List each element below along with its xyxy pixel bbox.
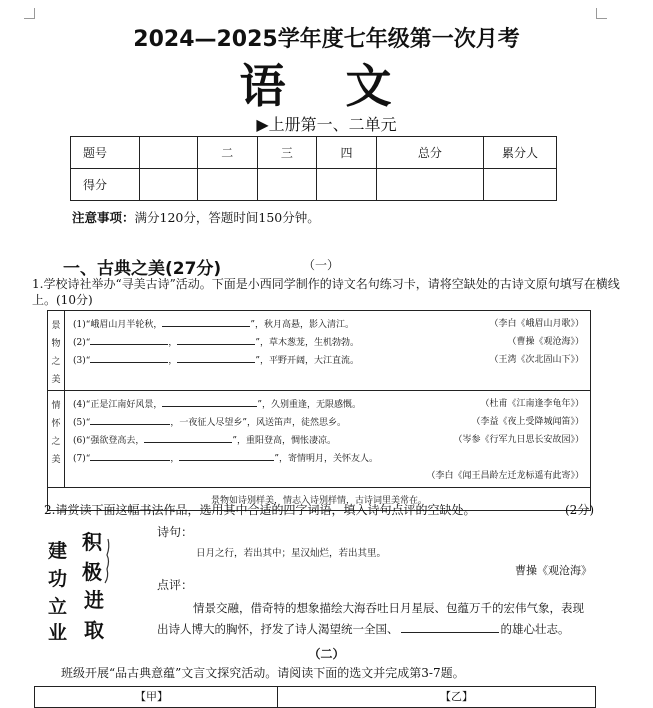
poem-source: （岑参《行军九日思长安故园》） bbox=[453, 435, 584, 445]
line-text: ， bbox=[170, 454, 180, 464]
answer-blank[interactable] bbox=[177, 351, 255, 363]
passage-b-label: 【乙】 bbox=[440, 690, 473, 703]
score-cell bbox=[140, 137, 198, 169]
score-cell: 三 bbox=[257, 137, 317, 169]
line-text: ”，寄情明月，关怀友人。 bbox=[274, 454, 378, 464]
group-label-scenery bbox=[48, 311, 65, 391]
label-char: 美 bbox=[51, 455, 61, 465]
comment-label: 点评： bbox=[157, 578, 194, 592]
passage-a-label: 【甲】 bbox=[135, 690, 168, 703]
line-text: ”，秋月高悬，影入清江。 bbox=[250, 320, 354, 330]
calligraphy-glyph: 业 bbox=[48, 622, 68, 643]
part-one-label: （一） bbox=[303, 258, 340, 272]
label-char: 情 bbox=[51, 401, 61, 411]
line-text: (2)“ bbox=[73, 338, 91, 348]
score-cell: 得分 bbox=[71, 169, 140, 201]
calligraphy-glyph: 极 bbox=[82, 560, 102, 584]
poem-card-table bbox=[47, 310, 591, 511]
answer-blank[interactable] bbox=[90, 351, 168, 363]
verse-author: 曹操《观沧海》 bbox=[515, 564, 592, 577]
label-char: 景 bbox=[51, 321, 61, 331]
calligraphy-artwork bbox=[42, 527, 120, 643]
answer-blank[interactable] bbox=[90, 333, 168, 345]
answer-blank[interactable] bbox=[177, 333, 255, 345]
line-text: (7)“ bbox=[73, 454, 91, 464]
poem-source: （李益《夜上受降城闻笛》） bbox=[471, 417, 584, 427]
poem-source: （王湾《次北固山下》） bbox=[489, 355, 584, 365]
answer-blank[interactable] bbox=[162, 315, 250, 327]
poem-lines bbox=[65, 391, 591, 488]
notice-text: 满分120分，答题时间150分钟。 bbox=[134, 210, 320, 225]
score-input-cell[interactable] bbox=[484, 169, 557, 201]
question-2-text: 2.请赏读下面这幅书法作品，选用其中合适的四字词语，填入诗句点评的空缺处。 bbox=[44, 503, 476, 517]
scope-subtitle: ▶上册第一、二单元 bbox=[256, 115, 397, 134]
answer-blank[interactable] bbox=[179, 449, 274, 461]
score-cell: 四 bbox=[317, 137, 377, 169]
poem-line bbox=[73, 351, 584, 369]
score-input-cell[interactable] bbox=[140, 169, 198, 201]
calligraphy-glyph: 功 bbox=[48, 568, 68, 590]
line-text: (1)“峨眉山月半轮秋， bbox=[73, 320, 163, 330]
group-label-emotion bbox=[48, 391, 65, 488]
poem-source: （曹操《观沧海》） bbox=[507, 337, 584, 347]
score-cell: 累分人 bbox=[484, 137, 557, 169]
verse-label: 诗句： bbox=[157, 525, 194, 539]
poem-lines bbox=[65, 311, 591, 391]
poem-line bbox=[73, 333, 584, 351]
line-text: ”，重阳登高，惆怅凄凉。 bbox=[232, 436, 336, 446]
comment-text: 出诗人博大的胸怀，抒发了诗人渴望统一全国、 bbox=[157, 622, 399, 636]
poem-group-emotion bbox=[48, 391, 591, 488]
verse-text: 日月之行，若出其中；星汉灿烂，若出其里。 bbox=[196, 548, 387, 559]
part-two-intro: 班级开展“品古典意蕴”文言文探究活动。请阅读下面的选文并完成第3-7题。 bbox=[61, 666, 465, 680]
line-text: ”，平野开阔，大江直流。 bbox=[255, 356, 359, 366]
comment-line-2 bbox=[157, 621, 570, 637]
part-two-label: （二） bbox=[308, 647, 345, 661]
notice bbox=[72, 208, 320, 226]
score-cell: 二 bbox=[198, 137, 258, 169]
score-input-cell[interactable] bbox=[317, 169, 377, 201]
label-char: 物 bbox=[51, 339, 61, 349]
answer-blank[interactable] bbox=[144, 431, 232, 443]
line-text: ”，久别重逢，无限感慨。 bbox=[257, 400, 361, 410]
line-text: ， bbox=[168, 356, 178, 366]
calligraphy-glyph: 立 bbox=[48, 596, 68, 618]
notice-label: 注意事项： bbox=[72, 210, 135, 225]
score-input-cell[interactable] bbox=[198, 169, 258, 201]
line-text: (3)“ bbox=[73, 356, 91, 366]
poem-source: （李白《峨眉山月歌》） bbox=[489, 319, 584, 329]
subject-title: 语 文 bbox=[239, 59, 414, 113]
answer-blank[interactable] bbox=[401, 621, 499, 633]
question-2-points: (2分) bbox=[565, 503, 594, 517]
calligraphy-glyph: 进 bbox=[84, 588, 104, 612]
label-char: 之 bbox=[51, 437, 61, 447]
poem-line bbox=[73, 467, 584, 485]
score-cell: 题号 bbox=[71, 137, 140, 169]
poem-line bbox=[73, 431, 584, 449]
poem-group-scenery bbox=[48, 311, 591, 391]
line-text: (4)“正是江南好风景， bbox=[73, 400, 163, 410]
answer-blank[interactable] bbox=[90, 449, 170, 461]
score-input-cell[interactable] bbox=[376, 169, 483, 201]
column-divider bbox=[277, 687, 278, 707]
score-table-row bbox=[71, 169, 557, 201]
calligraphy-glyph: 积 bbox=[82, 530, 102, 554]
score-cell: 总分 bbox=[376, 137, 483, 169]
answer-blank[interactable] bbox=[90, 413, 170, 425]
line-text: ”，草木葱茏，生机勃勃。 bbox=[255, 338, 359, 348]
poem-card-footer: 景物如诗别样美，情志入诗别样情，古诗词里美常在。 bbox=[48, 488, 591, 511]
poem-line bbox=[73, 413, 584, 431]
score-input-cell[interactable] bbox=[257, 169, 317, 201]
score-table bbox=[70, 136, 557, 201]
calligraphy-glyph: 取 bbox=[84, 618, 104, 642]
poem-source: （李白《闻王昌龄左迁龙标遥有此寄》） bbox=[426, 471, 584, 481]
poem-line bbox=[73, 395, 584, 413]
poem-line bbox=[73, 315, 584, 333]
line-text: ， bbox=[168, 338, 178, 348]
answer-blank[interactable] bbox=[162, 395, 257, 407]
comment-text: 的雄心壮志。 bbox=[500, 622, 570, 636]
line-text: ，一夜征人尽望乡”，风送笛声，徒然思乡。 bbox=[170, 418, 346, 428]
corner-mark-top-left bbox=[24, 8, 35, 19]
section-title: 一、古典之美(27分) bbox=[63, 259, 222, 279]
exam-title: 2024—2025学年度七年级第一次月考 bbox=[133, 27, 520, 52]
label-char: 怀 bbox=[51, 419, 61, 429]
calligraphy-signature bbox=[105, 539, 109, 583]
label-char: 美 bbox=[51, 375, 61, 385]
poem-line bbox=[73, 449, 584, 467]
line-text: (6)“强欲登高去， bbox=[73, 436, 145, 446]
passage-header-box bbox=[34, 686, 596, 708]
comment-line-1: 情景交融，借奇特的想象描绘大海吞吐日月星辰、包蕴万千的宏伟气象，表现 bbox=[193, 601, 584, 615]
question-1-text: 1.学校诗社举办“寻美古诗”活动。下面是小西同学制作的诗文名句练习卡，请将空缺处的古诗文原句填写在横线上。(10分) bbox=[32, 277, 620, 307]
label-char: 之 bbox=[51, 357, 61, 367]
poem-source: （杜甫《江南逢李龟年》） bbox=[480, 399, 584, 409]
line-text: (5)“ bbox=[73, 418, 91, 428]
calligraphy-glyph: 建 bbox=[48, 540, 68, 562]
score-table-row bbox=[71, 137, 557, 169]
corner-mark-top-right bbox=[596, 8, 607, 19]
